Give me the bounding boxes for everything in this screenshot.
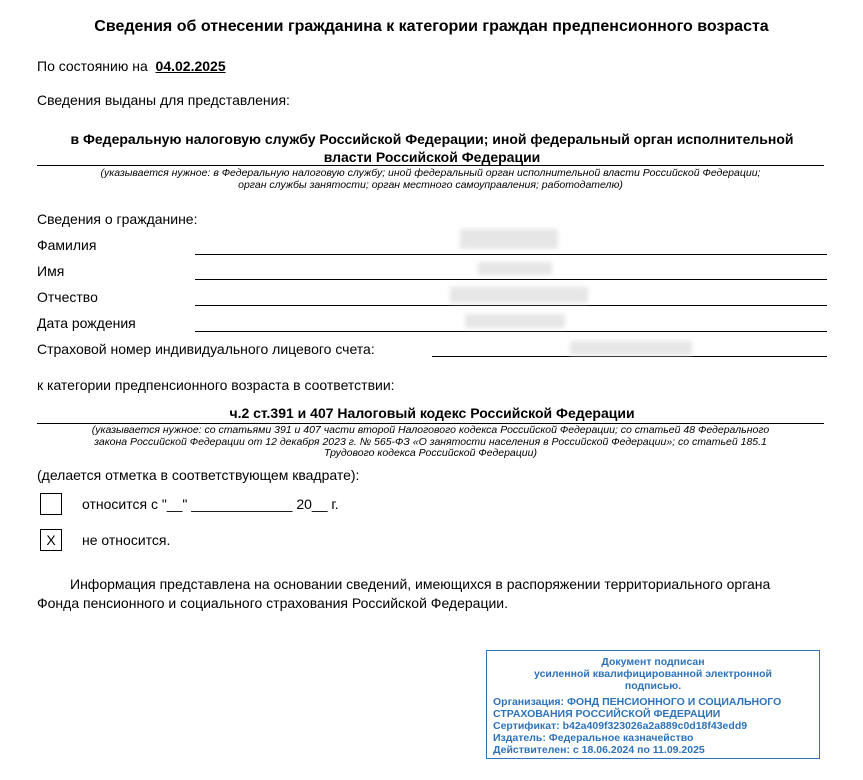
stamp-details [493, 696, 819, 756]
category-note-line1: (указывается нужное: со статьями 391 и 407 части второй Налогового кодекса Российской Федерации; со статьей 48 Федерального [91, 424, 770, 436]
relates-text: относится с "__" _____________ 20__ г. [82, 496, 339, 512]
snils-line [432, 356, 827, 357]
name-redacted [478, 262, 552, 275]
category-label: к категории предпенсионного возраста в соответствии: [37, 377, 395, 393]
information-paragraph [37, 575, 824, 613]
stamp-header-line2: усиленной квалифицированной электронной [534, 668, 772, 680]
issued-for-value-line1: в Федеральную налоговую службу Российской Федерации; иной федеральный орган исполнительной [70, 131, 794, 147]
issued-for-value-line2: власти Российской Федерации [323, 149, 541, 165]
stamp-organization-line1: Организация: ФОНД ПЕНСИОННОГО И СОЦИАЛЬНОГО [493, 696, 782, 708]
stamp-validity: Действителен: с 18.06.2024 по 11.09.2025 [493, 744, 705, 756]
issued-for-note [37, 168, 824, 191]
stamp-issuer: Издатель: Федеральное казначейство [493, 732, 694, 744]
patronymic-label: Отчество [37, 289, 98, 305]
not-relates-text: не относится. [82, 532, 171, 548]
name-line [195, 279, 827, 280]
category-note [37, 425, 824, 460]
stamp-organization-line2: СТРАХОВАНИЯ РОССИЙСКОЙ ФЕДЕРАЦИИ [493, 708, 721, 720]
as-of-label: По состоянию на [37, 58, 148, 74]
surname-label: Фамилия [37, 237, 97, 253]
issued-for-underline [37, 165, 824, 166]
issued-for-note-line2: орган службы занятости; орган местного самоуправления; работодателю) [238, 178, 623, 191]
birthdate-label: Дата рождения [37, 315, 136, 331]
information-line2: Фонда пенсионного и социального страхования Российской Федерации. [37, 595, 508, 611]
stamp-header-line3: подписью. [624, 680, 682, 692]
snils-redacted [570, 341, 692, 355]
document-title: Сведения об отнесении гражданина к категории граждан предпенсионного возраста [94, 18, 769, 35]
stamp-header-line1: Документ подписан [601, 656, 705, 668]
surname-redacted [460, 229, 558, 249]
category-note-line2: закона Российской Федерации от 12 декабря 2023 г. № 565-ФЗ «О занятости населения в Российской Федерации»; со статьей 185.1 [94, 435, 767, 448]
surname-line [195, 254, 827, 255]
issued-for-label: Сведения выданы для представления: [37, 92, 290, 108]
birthdate-line [195, 331, 827, 332]
stamp-header [487, 656, 819, 692]
snils-label: Страховой номер индивидуального лицевого счета: [37, 341, 375, 357]
name-label: Имя [37, 263, 65, 279]
electronic-signature-stamp [486, 650, 820, 759]
category-value: ч.2 ст.391 и 407 Налоговый кодекс Российской Федерации [229, 405, 635, 421]
issued-for-note-line1: (указывается нужное: в Федеральную налоговую службу; иной федеральный орган исполнительной власти Российской Федерации; [100, 167, 761, 179]
birthdate-redacted [465, 314, 565, 328]
mark-instruction: (делается отметка в соответствующем квадрате): [37, 467, 360, 483]
category-note-line3: Трудового кодекса Российской Федерации) [324, 447, 537, 459]
issued-for-value [37, 130, 827, 166]
not-relates-mark: X [46, 532, 56, 548]
stamp-certificate: Сертификат: b42a409f323026a2a889c0d18f43edd9 [493, 720, 748, 732]
citizen-heading: Сведения о гражданине: [37, 211, 198, 227]
patronymic-line [195, 305, 827, 306]
patronymic-redacted [450, 287, 588, 303]
information-line1: Информация представлена на основании сведений, имеющихся в распоряжении территориального органа [70, 576, 771, 592]
as-of-date: 04.02.2025 [155, 58, 226, 74]
as-of-row [37, 58, 226, 74]
not-relates-checkbox[interactable] [40, 529, 62, 551]
relates-checkbox[interactable] [40, 493, 62, 515]
